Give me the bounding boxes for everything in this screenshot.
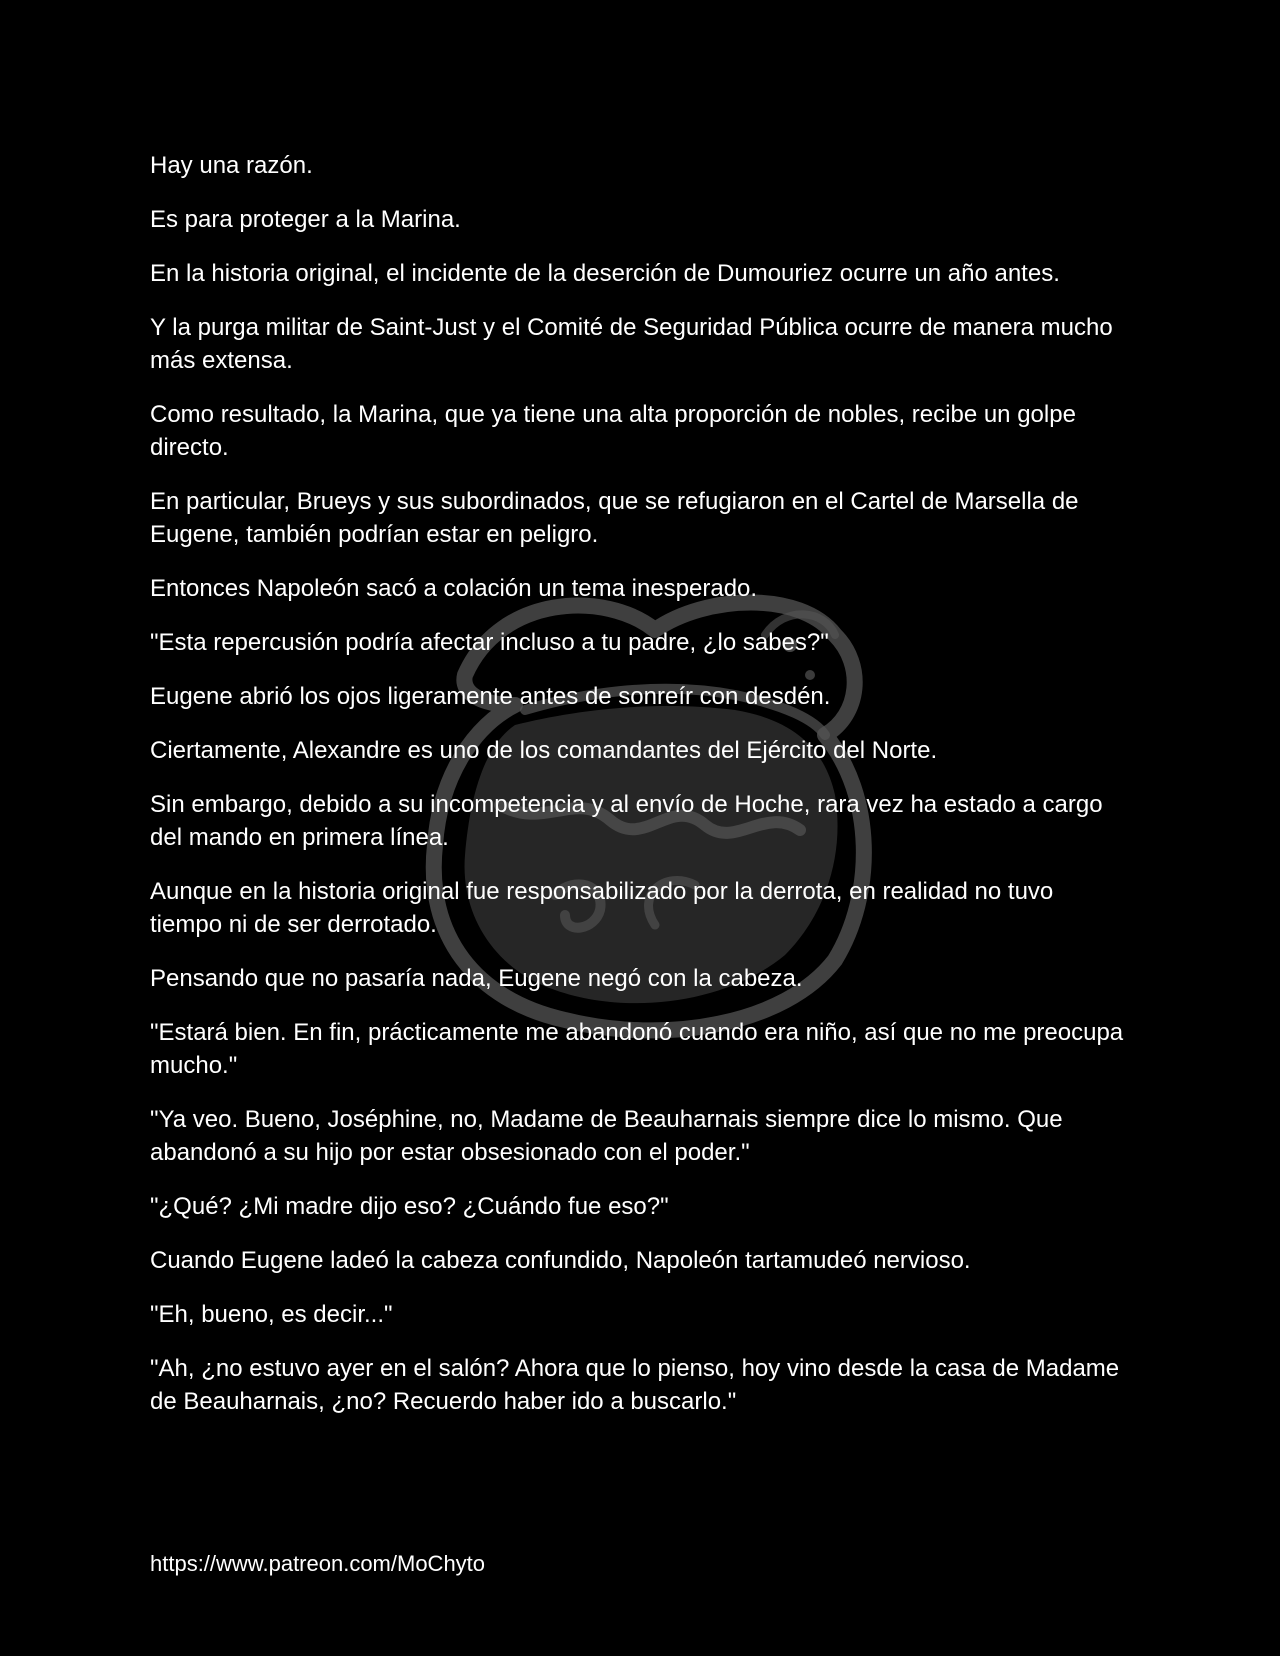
paragraph: Como resultado, la Marina, que ya tiene una alta proporción de nobles, recibe un golpe directo. — [150, 401, 1076, 461]
paragraph: Hay una razón. — [150, 152, 313, 179]
paragraph: "Esta repercusión podría afectar incluso a tu padre, ¿lo sabes?" — [150, 629, 829, 656]
paragraph: Eugene abrió los ojos ligeramente antes de sonreír con desdén. — [150, 683, 831, 710]
paragraph: "Eh, bueno, es decir..." — [150, 1301, 393, 1328]
paragraph: Cuando Eugene ladeó la cabeza confundido, Napoleón tartamudeó nervioso. — [150, 1247, 971, 1274]
paragraph: En particular, Brueys y sus subordinados, que se refugiaron en el Cartel de Marsella de Eugene, también podrían estar en peligro. — [150, 488, 1079, 548]
paragraph: "Ya veo. Bueno, Joséphine, no, Madame de Beauharnais siempre dice lo mismo. Que abandonó a su hijo por estar obsesionado con el poder." — [150, 1106, 1063, 1166]
paragraph: Es para proteger a la Marina. — [150, 206, 461, 233]
paragraph: Sin embargo, debido a su incompetencia y al envío de Hoche, rara vez ha estado a cargo del mando en primera línea. — [150, 791, 1103, 851]
paragraph: "Estará bien. En fin, prácticamente me abandonó cuando era niño, así que no me preocupa mucho." — [150, 1019, 1124, 1079]
document-body — [150, 149, 1130, 1439]
paragraph: Aunque en la historia original fue responsabilizado por la derrota, en realidad no tuvo tiempo ni de ser derrotado. — [150, 878, 1054, 938]
paragraph: Pensando que no pasaría nada, Eugene negó con la cabeza. — [150, 965, 803, 992]
patreon-link[interactable]: https://www.patreon.com/MoChyto — [150, 1551, 486, 1576]
paragraph: Y la purga militar de Saint-Just y el Comité de Seguridad Pública ocurre de manera mucho más extensa. — [150, 314, 1113, 374]
paragraph: Ciertamente, Alexandre es uno de los comandantes del Ejército del Norte. — [150, 737, 938, 764]
paragraph: En la historia original, el incidente de la deserción de Dumouriez ocurre un año antes. — [150, 260, 1060, 287]
paragraph: Entonces Napoleón sacó a colación un tema inesperado. — [150, 575, 758, 602]
paragraph: "Ah, ¿no estuvo ayer en el salón? Ahora que lo pienso, hoy vino desde la casa de Madame de Beauharnais, ¿no? Recuerdo haber ido a buscarlo." — [150, 1355, 1120, 1415]
paragraph: "¿Qué? ¿Mi madre dijo eso? ¿Cuándo fue eso?" — [150, 1193, 669, 1220]
